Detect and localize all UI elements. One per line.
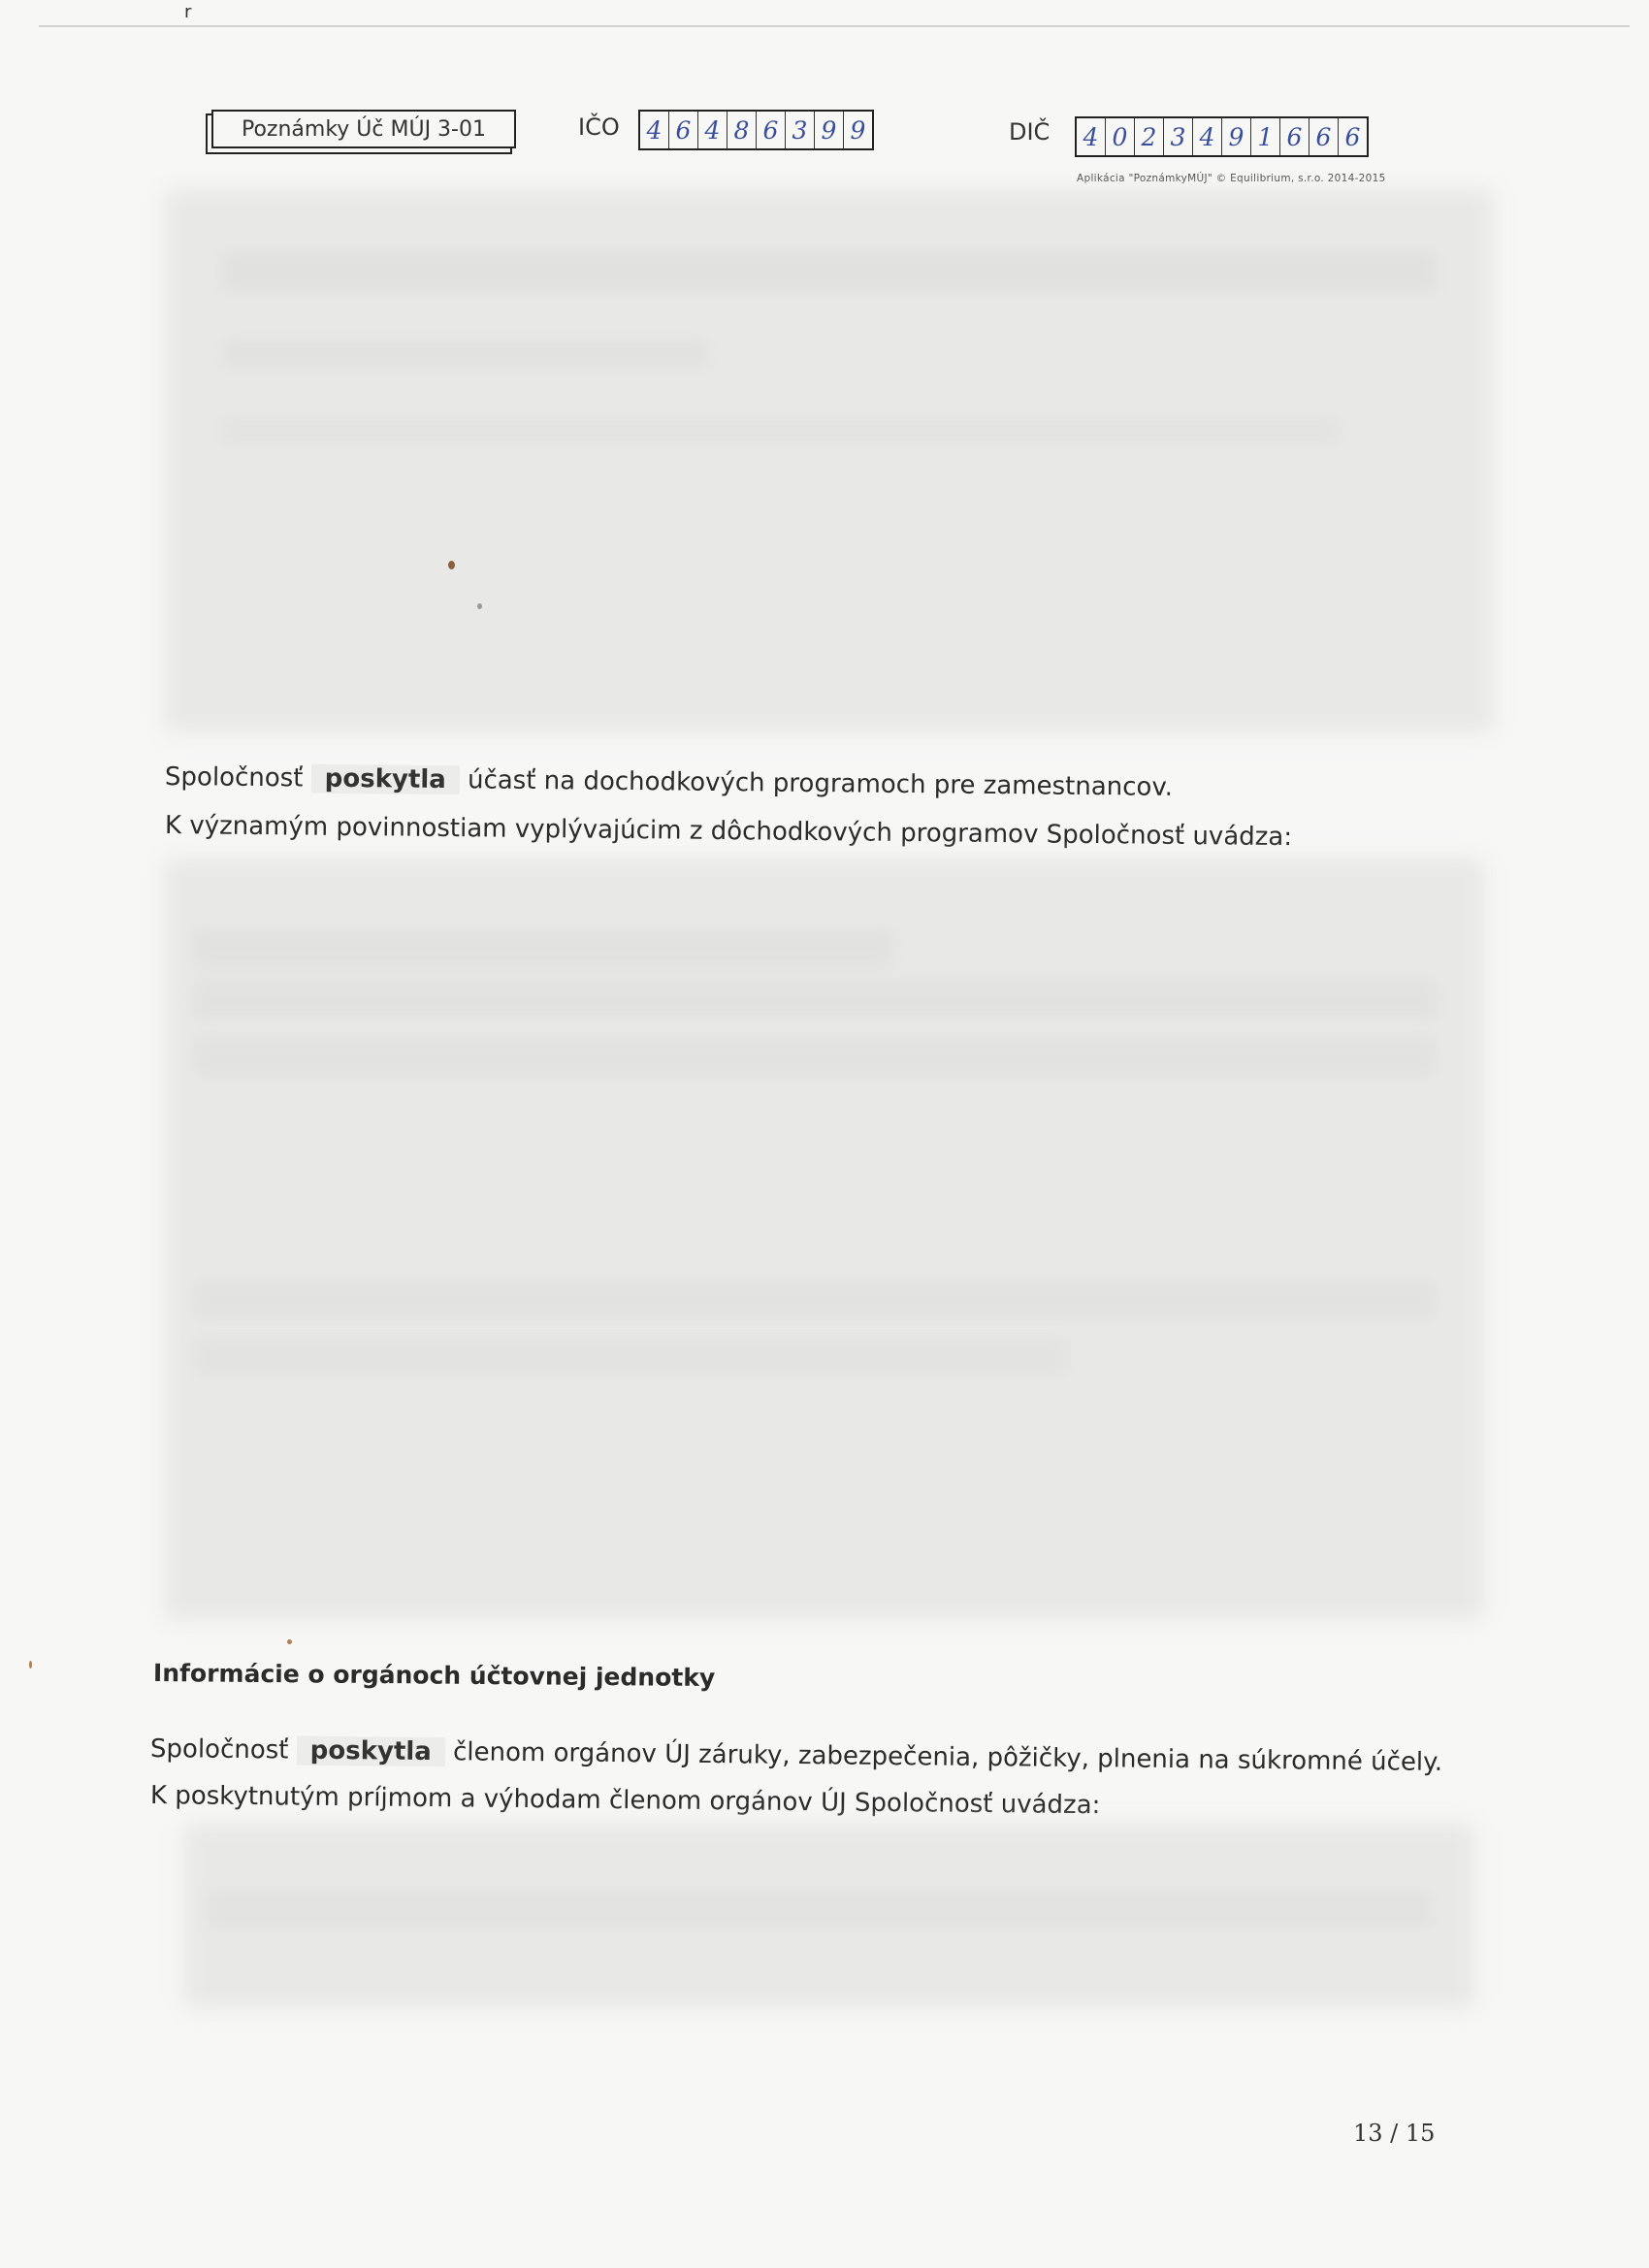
ico-digit: 9: [815, 112, 844, 148]
dic-digit: 2: [1135, 118, 1164, 155]
dic-digit: 6: [1344, 122, 1361, 151]
page-number: 13 / 15: [1353, 2120, 1436, 2147]
scan-speck: [477, 603, 482, 609]
pension-prefix: Spoločnosť: [164, 762, 304, 794]
redacted-text-line: [194, 931, 892, 966]
pension-statement: [165, 762, 1173, 802]
dic-digit: 9: [1222, 118, 1251, 155]
ico-digit: 6: [757, 112, 786, 148]
dic-digit: 4: [1077, 118, 1106, 155]
pension-obligations-intro: K významým povinnostiam vyplývajúcim z dôchodkových programov Spoločnosť uvádza:: [164, 811, 1293, 853]
ico-digit: 6: [669, 112, 698, 148]
bodies-provided-value: poskytla: [297, 1736, 445, 1767]
section-heading: Informácie o orgánoch účtovnej jednotky: [152, 1659, 716, 1693]
ico-digit: 3: [786, 112, 815, 148]
pension-suffix: účasť na dochodkových programoch pre zamestnancov.: [467, 765, 1174, 802]
ico-digit: 9: [850, 115, 866, 145]
scan-mark: r: [184, 2, 192, 22]
dic-digit-boxes: [1075, 116, 1369, 157]
bodies-suffix: členom orgánov ÚJ záruky, zabezpečenia, pôžičky, plnenia na súkromné účely.: [452, 1737, 1443, 1777]
redacted-text-line: [194, 1339, 1067, 1374]
scan-top-edge: [39, 25, 1630, 27]
bodies-benefits-intro: K poskytnutým príjmom a výhodam členom orgánov ÚJ Spoločnosť uvádza:: [149, 1781, 1101, 1821]
pension-provided-value: poskytla: [311, 764, 460, 795]
redacted-text-line: [223, 340, 708, 369]
dic-digit: 3: [1164, 118, 1193, 155]
redacted-text-line: [194, 1038, 1436, 1077]
dic-digit: 0: [1106, 118, 1135, 155]
redacted-text-line: [223, 417, 1339, 444]
redacted-region: [165, 859, 1484, 1620]
ico-digit-boxes: [638, 110, 874, 150]
redacted-text-line: [194, 980, 1436, 1019]
scan-speck: [448, 561, 455, 569]
ico-digit: 8: [728, 112, 757, 148]
dic-digit: 1: [1251, 118, 1280, 155]
scan-speck: [287, 1639, 292, 1644]
redacted-text-line: [209, 1892, 1431, 1927]
dic-label: DIČ: [1009, 118, 1051, 146]
bodies-prefix: Spoločnosť: [149, 1734, 289, 1766]
scan-speck: [29, 1661, 32, 1669]
app-credit: Aplikácia "PoznámkyMÚJ" © Equilibrium, s.r.o. 2014-2015: [1077, 173, 1386, 184]
dic-digit: 6: [1280, 118, 1310, 155]
bodies-statement: [150, 1734, 1442, 1777]
ico-digit: 4: [640, 112, 669, 148]
redacted-text-line: [223, 252, 1436, 291]
ico-label: IČO: [578, 113, 620, 141]
redacted-text-line: [194, 1280, 1436, 1319]
dic-digit: 6: [1310, 118, 1339, 155]
dic-digit: 4: [1193, 118, 1222, 155]
form-id-box: Poznámky Úč MÚJ 3-01: [211, 110, 516, 148]
ico-digit: 4: [698, 112, 728, 148]
